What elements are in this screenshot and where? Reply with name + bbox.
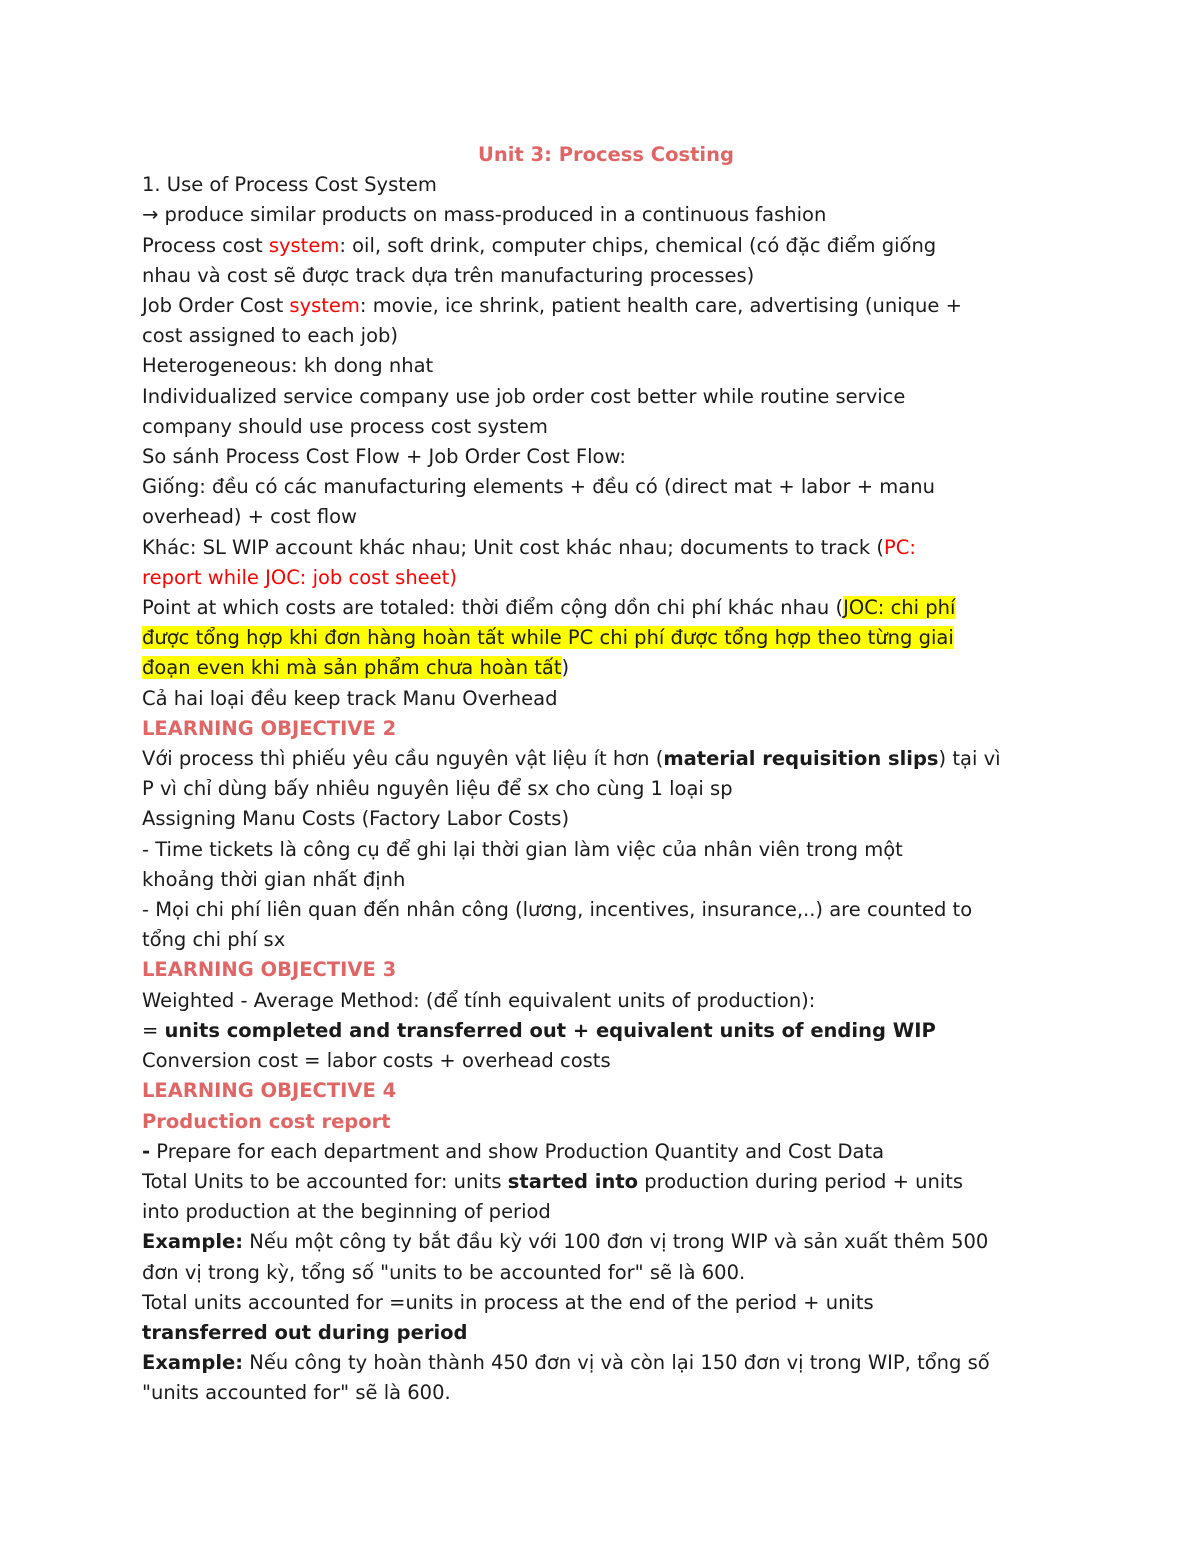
text-line: So sánh Process Cost Flow + Job Order Cost Flow: bbox=[142, 445, 626, 469]
text-line: "units accounted for" sẽ là 600. bbox=[142, 1381, 451, 1405]
red-text: system bbox=[268, 233, 340, 257]
text-line: → produce similar products on mass-produced in a continuous fashion bbox=[142, 203, 827, 227]
bold-text: Example: bbox=[142, 1230, 244, 1254]
text-line: 1. Use of Process Cost System bbox=[142, 173, 437, 197]
red-text: system bbox=[289, 294, 360, 318]
text-line: Example: Nếu công ty hoàn thành 450 đơn vị và còn lại 150 đơn vị trong WIP, tổng số bbox=[142, 1351, 990, 1375]
text-line: company should use process cost system bbox=[142, 414, 548, 438]
text-line: nhau và cost sẽ được track dựa trên manufacturing processes) bbox=[142, 263, 755, 287]
bold-text: material requisition slips bbox=[663, 747, 939, 771]
text-line: - Mọi chi phí liên quan đến nhân công (lương, incentives, insurance,..) are counted to bbox=[142, 898, 973, 922]
text-line: cost assigned to each job) bbox=[142, 324, 398, 348]
text-line: Total units accounted for =units in process at the end of the period + units bbox=[142, 1290, 874, 1314]
text-line: Example: Nếu một công ty bắt đầu kỳ với 100 đơn vị trong WIP và sản xuất thêm 500 bbox=[142, 1230, 989, 1254]
bold-text: units completed and transferred out + equivalent units of ending WIP bbox=[164, 1018, 936, 1042]
text-line: Giống: đều có các manufacturing elements + đều có (direct mat + labor + manu bbox=[142, 475, 935, 499]
text-line: Assigning Manu Costs (Factory Labor Costs) bbox=[142, 807, 570, 831]
text-line: đơn vị trong kỳ, tổng số "units to be accounted for" sẽ là 600. bbox=[142, 1260, 746, 1284]
text-line: khoảng thời gian nhất định bbox=[142, 867, 406, 891]
text-line: Heterogeneous: kh dong nhat bbox=[142, 354, 434, 378]
text-line: overhead) + cost flow bbox=[142, 505, 357, 529]
highlighted-text: JOC: chi phí bbox=[843, 596, 956, 620]
text-line: - Time tickets là công cụ để ghi lại thời gian làm việc của nhân viên trong một bbox=[142, 837, 903, 861]
text-line bbox=[142, 623, 1070, 653]
text-line: - Prepare for each department and show Production Quantity and Cost Data bbox=[142, 1139, 885, 1163]
text-line: tổng chi phí sx bbox=[142, 928, 286, 952]
bold-text-line: transferred out during period bbox=[142, 1320, 468, 1344]
text-line: Khác: SL WIP account khác nhau; Unit cost khác nhau; documents to track (PC: bbox=[142, 535, 916, 559]
text-line: Point at which costs are totaled: thời điểm cộng dồn chi phí khác nhau (JOC: chi phí bbox=[142, 596, 956, 620]
text-line: Conversion cost = labor costs + overhead costs bbox=[142, 1049, 611, 1073]
text-line: Individualized service company use job order cost better while routine service bbox=[142, 384, 906, 408]
text-line: into production at the beginning of period bbox=[142, 1200, 551, 1224]
learning-objective-heading: LEARNING OBJECTIVE 4 bbox=[142, 1079, 397, 1103]
text-line: = units completed and transferred out + equivalent units of ending WIP bbox=[142, 1018, 936, 1042]
text-line: Với process thì phiếu yêu cầu nguyên vật liệu ít hơn (material requisition slips) tại vì bbox=[142, 747, 1001, 771]
text-line: Process cost system: oil, soft drink, computer chips, chemical (có đặc điểm giống bbox=[142, 233, 937, 257]
highlighted-text: được tổng hợp khi đơn hàng hoàn tất while PC chi phí được tổng hợp theo từng giai bbox=[142, 626, 954, 650]
red-text: PC: bbox=[884, 535, 916, 559]
red-text-line: report while JOC: job cost sheet) bbox=[142, 565, 457, 589]
text-line: P vì chỉ dùng bấy nhiêu nguyên liệu để sx cho cùng 1 loại sp bbox=[142, 777, 733, 801]
text-line: Total Units to be accounted for: units started into production during period + units bbox=[142, 1169, 964, 1193]
text-line: Cả hai loại đều keep track Manu Overhead bbox=[142, 686, 558, 710]
bold-text: started into bbox=[507, 1169, 639, 1193]
document-title: Unit 3: Process Costing bbox=[478, 143, 734, 166]
learning-objective-heading: LEARNING OBJECTIVE 3 bbox=[142, 958, 397, 982]
text-line: Weighted - Average Method: (để tính equivalent units of production): bbox=[142, 988, 816, 1012]
highlighted-text: đoạn even khi mà sản phẩm chưa hoàn tất bbox=[142, 656, 562, 680]
bold-text: Example: bbox=[142, 1351, 244, 1375]
text-line: Job Order Cost system: movie, ice shrink, patient health care, advertising (unique + bbox=[142, 294, 962, 318]
text-line: đoạn even khi mà sản phẩm chưa hoàn tất) bbox=[142, 656, 570, 680]
learning-objective-heading: LEARNING OBJECTIVE 2 bbox=[142, 716, 397, 740]
section-subheading: Production cost report bbox=[142, 1109, 391, 1133]
